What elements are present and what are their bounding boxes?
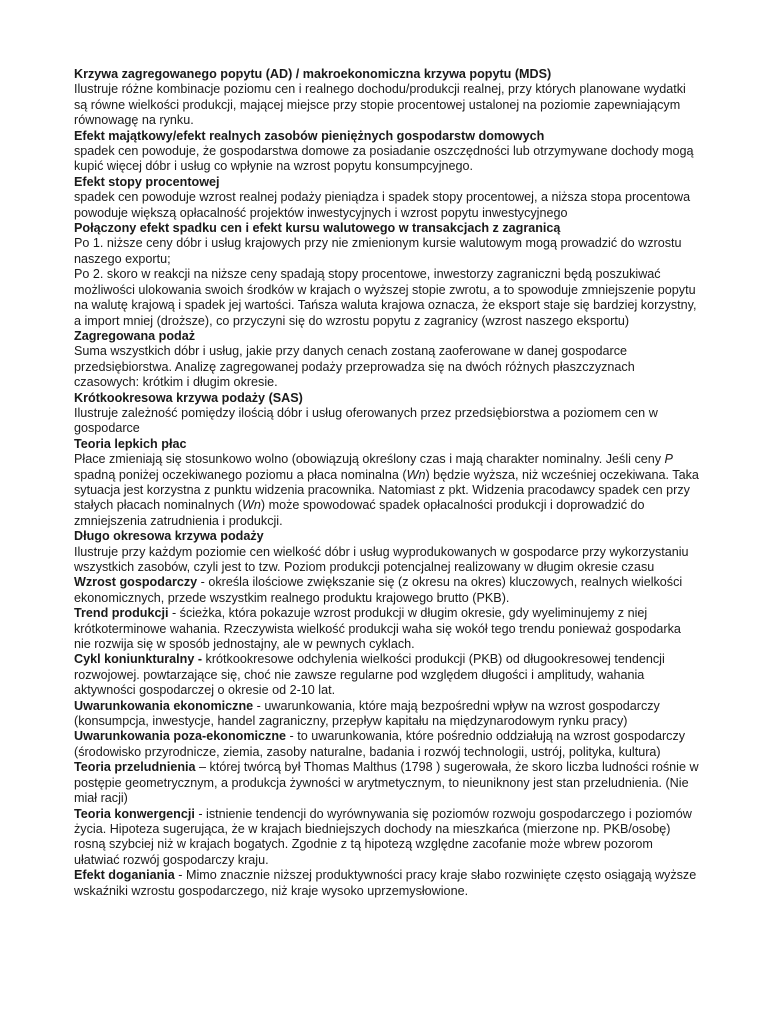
document-page <box>74 67 700 899</box>
definition-convergence-theory: Teoria konwergencji - istnienie tendencji do wyrównywania się poziomów rozwoju gospodarczego i poziomów życia. Hipoteza sugerująca, że w krajach biedniejszych dochody na mieszkańca (mierzone np. PKB/osobę) rosną szybciej niż w krajach bogatych. Zgodnie z tą hipotezą względne zacofanie może wbrew pozorom ułatwiać rozwój gospodarczy kraju. <box>74 806 692 867</box>
heading-long-run-supply: Długo okresowa krzywa podaży <box>74 529 264 544</box>
definition-catch-up-effect: Efekt doganiania - Mimo znacznie niższej produktywności pracy kraje słabo rozwinięte często osiągają wyższe wskaźniki wzrostu gospodarczego, niż kraje wysoko uprzemysłowione. <box>74 868 697 898</box>
paragraph-aggregate-supply: Suma wszystkich dóbr i usług, jakie przy danych cenach zostaną zaoferowane w danej gospodarce przedsiębiorstwa. Analizę zagregowanej podaży przeprowadza się na dwóch różnych płaszczyznach czasowych: krótkim i długim okresie. <box>74 344 635 390</box>
term-production-trend: Trend produkcji <box>74 606 169 621</box>
term-catch-up-effect: Efekt doganiania <box>74 868 175 883</box>
heading-sticky-wages: Teoria lepkich płac <box>74 436 187 451</box>
paragraph-wealth-effect: spadek cen powoduje, że gospodarstwa domowe za posiadanie oszczędności lub otrzymywane dochody mogą kupić więcej dóbr i usług co wpłynie na wzrost popytu konsumpcyjnego. <box>74 144 694 174</box>
heading-aggregate-demand: Krzywa zagregowanego popytu (AD) / makroekonomiczna krzywa popytu (MDS) <box>74 67 552 81</box>
definition-economic-conditions: Uwarunkowania ekonomiczne - uwarunkowania, które mają bezpośredni wpływ na wzrost gospodarczy (konsumpcja, inwestycje, handel zagraniczny, przepływ kapitału na międzynarodowym rynku pracy) <box>74 698 660 729</box>
definition-business-cycle: Cykl koniunkturalny - krótkookresowe odchylenia wielkości produkcji (PKB) od długookresowej tendencji rozwojowej. powtarzające się, choć nie zawsze regularne pod względem długości i amplitudy, wahania aktywności gospodarczej o okresie od 2-10 lat. <box>74 652 665 698</box>
heading-wealth-effect: Efekt majątkowy/efekt realnych zasobów pieniężnych gospodarstw domowych <box>74 128 545 143</box>
term-economic-conditions: Uwarunkowania ekonomiczne <box>74 698 254 713</box>
term-overpopulation-theory: Teoria przeludnienia <box>74 760 196 775</box>
paragraph-interest-rate-effect: spadek cen powoduje wzrost realnej podaży pieniądza i spadek stopy procentowej, a niższa stopa procentowa powoduje większą opłacalność projektów inwestycyjnych i wzrost popytu inwestycyjnego <box>74 190 691 220</box>
heading-short-run-supply: Krótkookresowa krzywa podaży (SAS) <box>74 390 303 405</box>
heading-interest-rate-effect: Efekt stopy procentowej <box>74 174 220 189</box>
paragraph-aggregate-demand: Ilustruje różne kombinacje poziomu cen i realnego dochodu/produkcji realnej, przy których planowane wydatki są równe wielkości produkcji, mającej miejsce przy stopie procentowej ustalonej na poziomie zapewniającym równowagę na rynku. <box>74 82 686 128</box>
term-economic-growth: Wzrost gospodarczy <box>74 575 198 590</box>
term-non-economic-conditions: Uwarunkowania poza-ekonomiczne <box>74 729 287 744</box>
definition-overpopulation-theory: Teoria przeludnienia – której twórcą był Thomas Malthus (1798 ) sugerowała, że skoro liczba ludności rośnie w postępie geometrycznym, a produkcja żywności w arytmetycznym, to nieuniknony jest stan przeludnienia. (Nie miał racji) <box>74 760 699 806</box>
definition-economic-growth: Wzrost gospodarczy - określa ilościowe zwiększanie się (z okresu na okres) kluczowych, realnych wielkości ekonomicznych, przede wszystkim realnego produktu krajowego brutto (PKB). <box>74 575 683 605</box>
term-business-cycle: Cykl koniunkturalny - <box>74 652 203 667</box>
heading-aggregate-supply: Zagregowana podaż <box>74 328 196 343</box>
heading-exchange-rate-effect: Połączony efekt spadku cen i efekt kursu walutowego w transakcjach z zagranicą <box>74 221 561 236</box>
paragraph-sticky-wages: Płace zmieniają się stosunkowo wolno (obowiązują określony czas i mają charakter nominalny. Jeśli ceny P spadną poniżej oczekiwanego poziomu a płaca nominalna (Wn) będzie wyższa, niż wcześniej oczekiwana. Taka sytuacja jest korzystna z punktu widzenia pracownika. Natomiast z pkt. Widzenia pracodawcy spadek cen przy stałych płacach nominalnych (Wn) może spowodować spadek opłacalności produkcji i doprowadzić do zmniejszenia zatrudnienia i produkcji. <box>74 452 699 528</box>
definition-production-trend: Trend produkcji - ścieżka, która pokazuje wzrost produkcji w długim okresie, gdy wyeliminujemy z niej krótkoterminowe wahania. Rzeczywista wielkość produkcji waha się wokół tego trendu ponieważ gospodarka nie rozwija się w sposób jednostajny, ale w pewnych cyklach. <box>74 606 681 652</box>
paragraph-short-run-supply: Ilustruje zależność pomiędzy ilością dóbr i usług oferowanych przez przedsiębiorstwa a poziomem cen w gospodarce <box>74 405 658 436</box>
definition-non-economic-conditions: Uwarunkowania poza-ekonomiczne - to uwarunkowania, które pośrednio oddziałują na wzrost gospodarczy (środowisko przyrodnicze, ziemia, zasoby naturalne, badania i rozwój technologii, ustrój, polityka, kultura) <box>74 729 686 759</box>
paragraph-exchange-rate-effect-2: Po 2. skoro w reakcji na niższe ceny spadają stopy procentowe, inwestorzy zagraniczni będą poszukiwać możliwości ulokowania swoich środków w krajach o wyższej stopie zwrotu, a to spowoduje zmniejszenie popytu na walutę krajową i spadek jej wartości. Tańsza waluta krajowa oznacza, że eksport staje się bardziej korzystny, a import mniej (droższe), co przyczyni się do wzrostu popytu z zagranicy (wzrost naszego eksportu) <box>74 267 697 328</box>
paragraph-exchange-rate-effect-1: Po 1. niższe ceny dóbr i usług krajowych przy nie zmienionym kursie walutowym mogą prowadzić do wzrostu naszego exportu; <box>74 236 682 266</box>
paragraph-long-run-supply: Ilustruje przy każdym poziomie cen wielkość dóbr i usług wyprodukowanych w gospodarce przy wykorzystaniu wszystkich zasobów, czyli jest to tzw. Poziom produkcji potencjalnej realizowany w długim okresie czasu <box>74 544 689 574</box>
term-convergence-theory: Teoria konwergencji <box>74 806 195 821</box>
